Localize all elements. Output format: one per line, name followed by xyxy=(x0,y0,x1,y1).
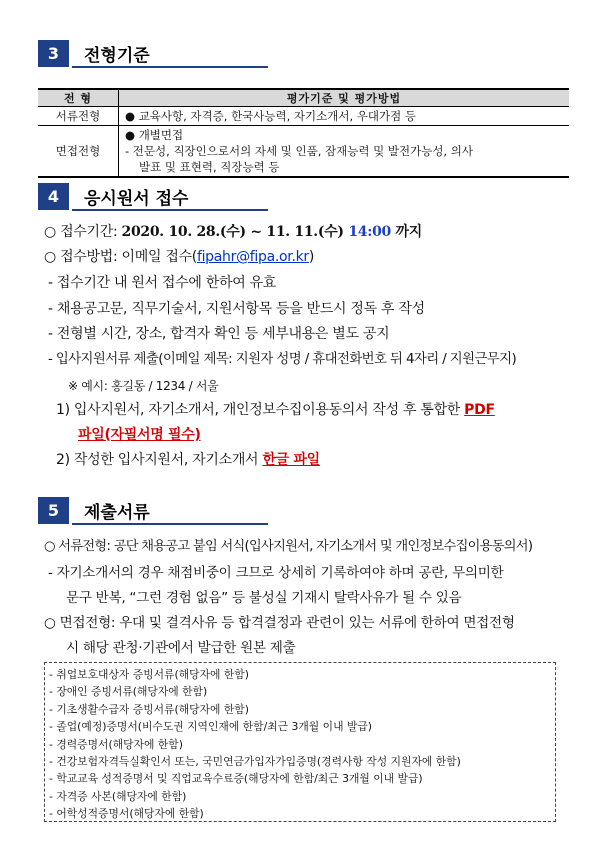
section-number: 3 xyxy=(38,40,69,67)
list-item: - 어학성적증명서(해당자에 한함) xyxy=(49,807,204,821)
note-line: - 전형별 시간, 장소, 합격자 확인 등 세부내용은 별도 공지 xyxy=(48,326,390,342)
list-item: - 장애인 증빙서류(해당자에 한함) xyxy=(49,685,208,699)
note-line: - 채용공고문, 직무기술서, 지원서항목 등을 반드시 정독 후 작성 xyxy=(48,301,425,317)
required-documents-box xyxy=(44,662,556,822)
step-1-text: 1) 입사지원서, 자기소개서, 개인정보수집이용동의서 작성 후 통합한 xyxy=(56,402,465,418)
step-1 xyxy=(56,400,495,420)
section-4-header xyxy=(38,183,268,211)
note-line: - 접수기간 내 원서 접수에 한하여 유효 xyxy=(48,275,277,291)
step-1-continued xyxy=(78,425,201,445)
criteria-cell xyxy=(119,107,570,126)
step-2 xyxy=(56,450,320,470)
method-close: ) xyxy=(308,249,315,265)
period-suffix: 까지 xyxy=(390,224,422,240)
list-item: - 기초생활수급자 증빙서류(해당자에 한함) xyxy=(49,702,249,716)
section-title: 전형기준 xyxy=(84,46,150,66)
table-header-row xyxy=(38,89,569,107)
list-item: - 학교교육 성적증명서 및 직업교육수료증(해당자에 한함/최근 3개월 이내 발급) xyxy=(49,772,423,786)
list-item: - 졸업(예정)증명서(비수도권 지역인재에 한함/최근 3개월 이내 발급) xyxy=(49,720,373,734)
criteria-line: ● 개별면접 xyxy=(125,128,184,142)
table-row xyxy=(38,126,569,178)
section-title: 응시원서 접수 xyxy=(84,189,189,209)
application-period xyxy=(44,222,422,242)
stage-cell: 서류전형 xyxy=(38,107,119,126)
step-1-pdf: PDF xyxy=(464,402,495,418)
interview-line-continued: 시 해당 관청·기관에서 발급한 원본 제출 xyxy=(66,640,296,656)
list-item: - 취업보호대상자 증빙서류(해당자에 한함) xyxy=(49,668,249,681)
note-line: - 자기소개서의 경우 채점비중이 크므로 상세히 기록하여야 하며 공란, 무의미한 xyxy=(48,565,504,581)
column-header-criteria: 평가기준 및 평가방법 xyxy=(119,89,570,107)
period-label: ○ 접수기간: xyxy=(44,224,122,240)
application-method xyxy=(44,247,314,267)
criteria-line: ● 교육사항, 자격증, 한국사능력, 자기소개서, 우대가점 등 xyxy=(125,109,416,123)
period-time: 14:00 xyxy=(348,224,391,240)
criteria-line: 발표 및 표현력, 직장능력 등 xyxy=(139,160,280,174)
section-underline xyxy=(72,523,268,525)
note-line: 문구 반복, “그런 경험 없음” 등 불성실 기재시 탈락사유가 될 수 있음 xyxy=(66,590,462,606)
step-2-hangul-file: 한글 파일 xyxy=(262,452,320,468)
criteria-table xyxy=(38,88,569,178)
document-screening-line: ○ 서류전형: 공단 채용공고 붙임 서식(입사지원서, 자기소개서 및 개인정보수집이용동의서) xyxy=(44,539,533,554)
stage-cell: 면접전형 xyxy=(38,126,119,178)
method-label: ○ 접수방법: 이메일 접수( xyxy=(44,249,197,265)
criteria-cell xyxy=(119,126,570,178)
section-underline xyxy=(72,66,268,68)
section-number: 5 xyxy=(38,497,69,524)
note-line: - 입사지원서류 제출(이메일 제목: 지원자 성명 / 휴대전화번호 뒤 4자리 / 지원근무지) xyxy=(48,352,517,367)
column-header-stage: 전 형 xyxy=(38,89,119,107)
interview-line: ○ 면접전형: 우대 및 결격사유 등 합격결정과 관련이 있는 서류에 한하여 면접전형 xyxy=(44,615,515,631)
section-number: 4 xyxy=(38,183,69,210)
section-title: 제출서류 xyxy=(84,503,150,523)
email-link[interactable]: fipahr@fipa.or.kr xyxy=(196,249,309,265)
section-3-header xyxy=(38,40,268,68)
step-2-text: 2) 작성한 입사지원서, 자기소개서 xyxy=(56,452,263,468)
list-item: - 건강보험자격득실확인서 또는, 국민연금가입자가입증명(경력사항 작성 지원자에 한함) xyxy=(49,755,461,769)
list-item: - 자격증 사본(해당자에 한함) xyxy=(49,789,187,803)
list-item: - 경력증명서(해당자에 한함) xyxy=(49,737,183,751)
section-5-header xyxy=(38,497,268,525)
period-dates: 2020. 10. 28.(수) ~ 11. 11.(수) xyxy=(121,224,349,240)
example-line: ※ 예시: 홍길동 / 1234 / 서울 xyxy=(68,379,219,393)
criteria-line: - 전문성, 직장인으로서의 자세 및 인품, 잠재능력 및 발전가능성, 의사 xyxy=(125,144,473,158)
table-row xyxy=(38,107,569,126)
step-1-signature-note: 파일(자필서명 필수) xyxy=(78,427,201,443)
section-underline xyxy=(72,209,268,211)
